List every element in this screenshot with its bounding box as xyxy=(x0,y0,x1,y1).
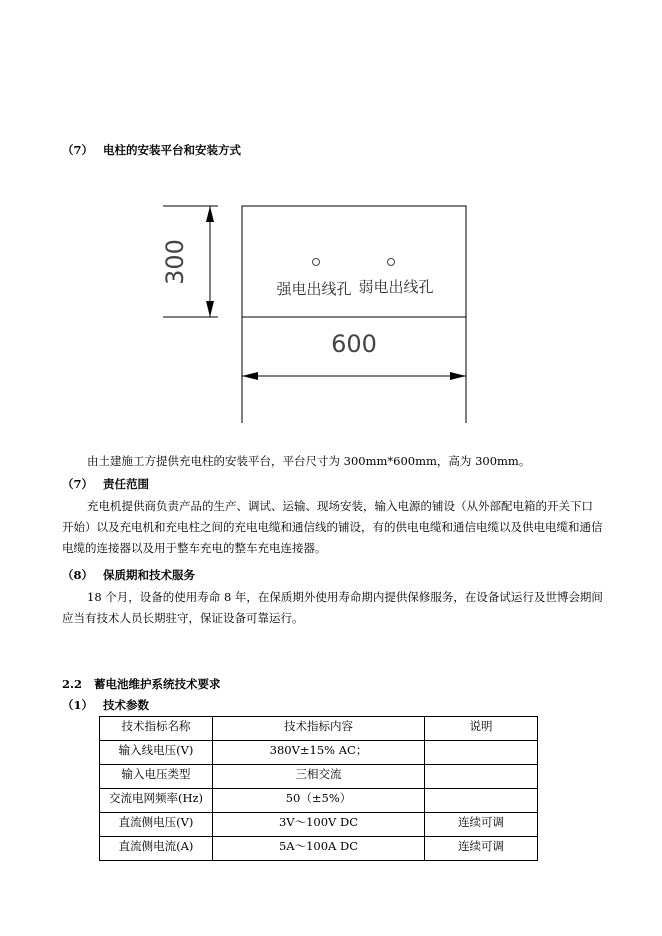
table-cell: 直流侧电流(A) xyxy=(100,837,213,861)
table-cell: 3V～100V DC xyxy=(213,813,425,837)
heading-text: 电柱的安装平台和安装方式 xyxy=(103,143,242,157)
table-cell: 连续可调 xyxy=(425,813,538,837)
section-heading-params xyxy=(62,697,149,713)
table-cell: 三相交流 xyxy=(213,765,425,789)
platform-description: 由土建施工方提供充电柱的安装平台，平台尺寸为 300mm*600mm，高为 300mm。 xyxy=(87,454,531,468)
table-header: 技术指标内容 xyxy=(213,717,425,741)
height-label: 300 xyxy=(161,239,189,285)
parameters-table xyxy=(99,716,538,861)
heading-number: （7） xyxy=(62,477,94,491)
table-cell: 直流侧电压(V) xyxy=(100,813,213,837)
hole-strong-icon xyxy=(313,259,320,266)
table-row xyxy=(100,813,538,837)
section-heading-warranty xyxy=(62,567,195,583)
hole-weak-icon xyxy=(388,259,395,266)
heading-text: 保质期和技术服务 xyxy=(103,568,196,582)
heading-text: 技术参数 xyxy=(103,698,150,712)
heading-text: 责任范围 xyxy=(103,477,150,491)
table-row xyxy=(100,789,538,813)
width-arrow-right xyxy=(450,372,466,380)
section-heading-install xyxy=(62,142,241,158)
platform-outline xyxy=(242,206,466,317)
height-arrow-top xyxy=(206,206,214,222)
installation-diagram xyxy=(150,195,480,430)
scope-paragraph: 充电机提供商负责产品的生产、调试、运输、现场安装，输入电源的铺设（从外部配电箱的开关下口开始）以及充电机和充电柱之间的充电电缆和通信线的铺设，有的供电电缆和通信电缆以及供电电缆和通信电缆的连接器以及用于整车充电的整车充电连接器。 xyxy=(62,499,603,555)
table-row xyxy=(100,765,538,789)
table-cell xyxy=(425,741,538,765)
table-cell: 连续可调 xyxy=(425,837,538,861)
width-label: 600 xyxy=(331,330,377,358)
hole-strong-label: 强电出线孔 xyxy=(276,280,352,298)
heading-number: （1） xyxy=(62,698,94,712)
hole-weak-label: 弱电出线孔 xyxy=(358,278,434,296)
table-cell xyxy=(425,765,538,789)
table-header: 说明 xyxy=(425,717,538,741)
table-row xyxy=(100,741,538,765)
section-title: 蓄电池维护系统技术要求 xyxy=(94,677,221,691)
table-cell: 50（±5%） xyxy=(213,789,425,813)
warranty-paragraph: 18 个月，设备的使用寿命 8 年，在保质期外使用寿命期内提供保修服务，在设备试运行及世博会期间应当有技术人员长期驻守，保证设备可靠运行。 xyxy=(62,590,603,625)
table-header: 技术指标名称 xyxy=(100,717,213,741)
table-cell: 380V±15% AC； xyxy=(213,741,425,765)
section-number: 2.2 xyxy=(62,677,83,691)
height-arrow-bottom xyxy=(206,301,214,317)
heading-number: （8） xyxy=(62,568,94,582)
section-heading-battery xyxy=(62,676,221,692)
width-arrow-left xyxy=(242,372,258,380)
table-cell: 交流电网频率(Hz) xyxy=(100,789,213,813)
table-cell: 输入电压类型 xyxy=(100,765,213,789)
table-cell: 5A～100A DC xyxy=(213,837,425,861)
table-header-row xyxy=(100,717,538,741)
table-row xyxy=(100,837,538,861)
section-heading-scope xyxy=(62,476,149,492)
heading-number: （7） xyxy=(62,143,94,157)
table-cell: 输入线电压(V) xyxy=(100,741,213,765)
table-cell xyxy=(425,789,538,813)
